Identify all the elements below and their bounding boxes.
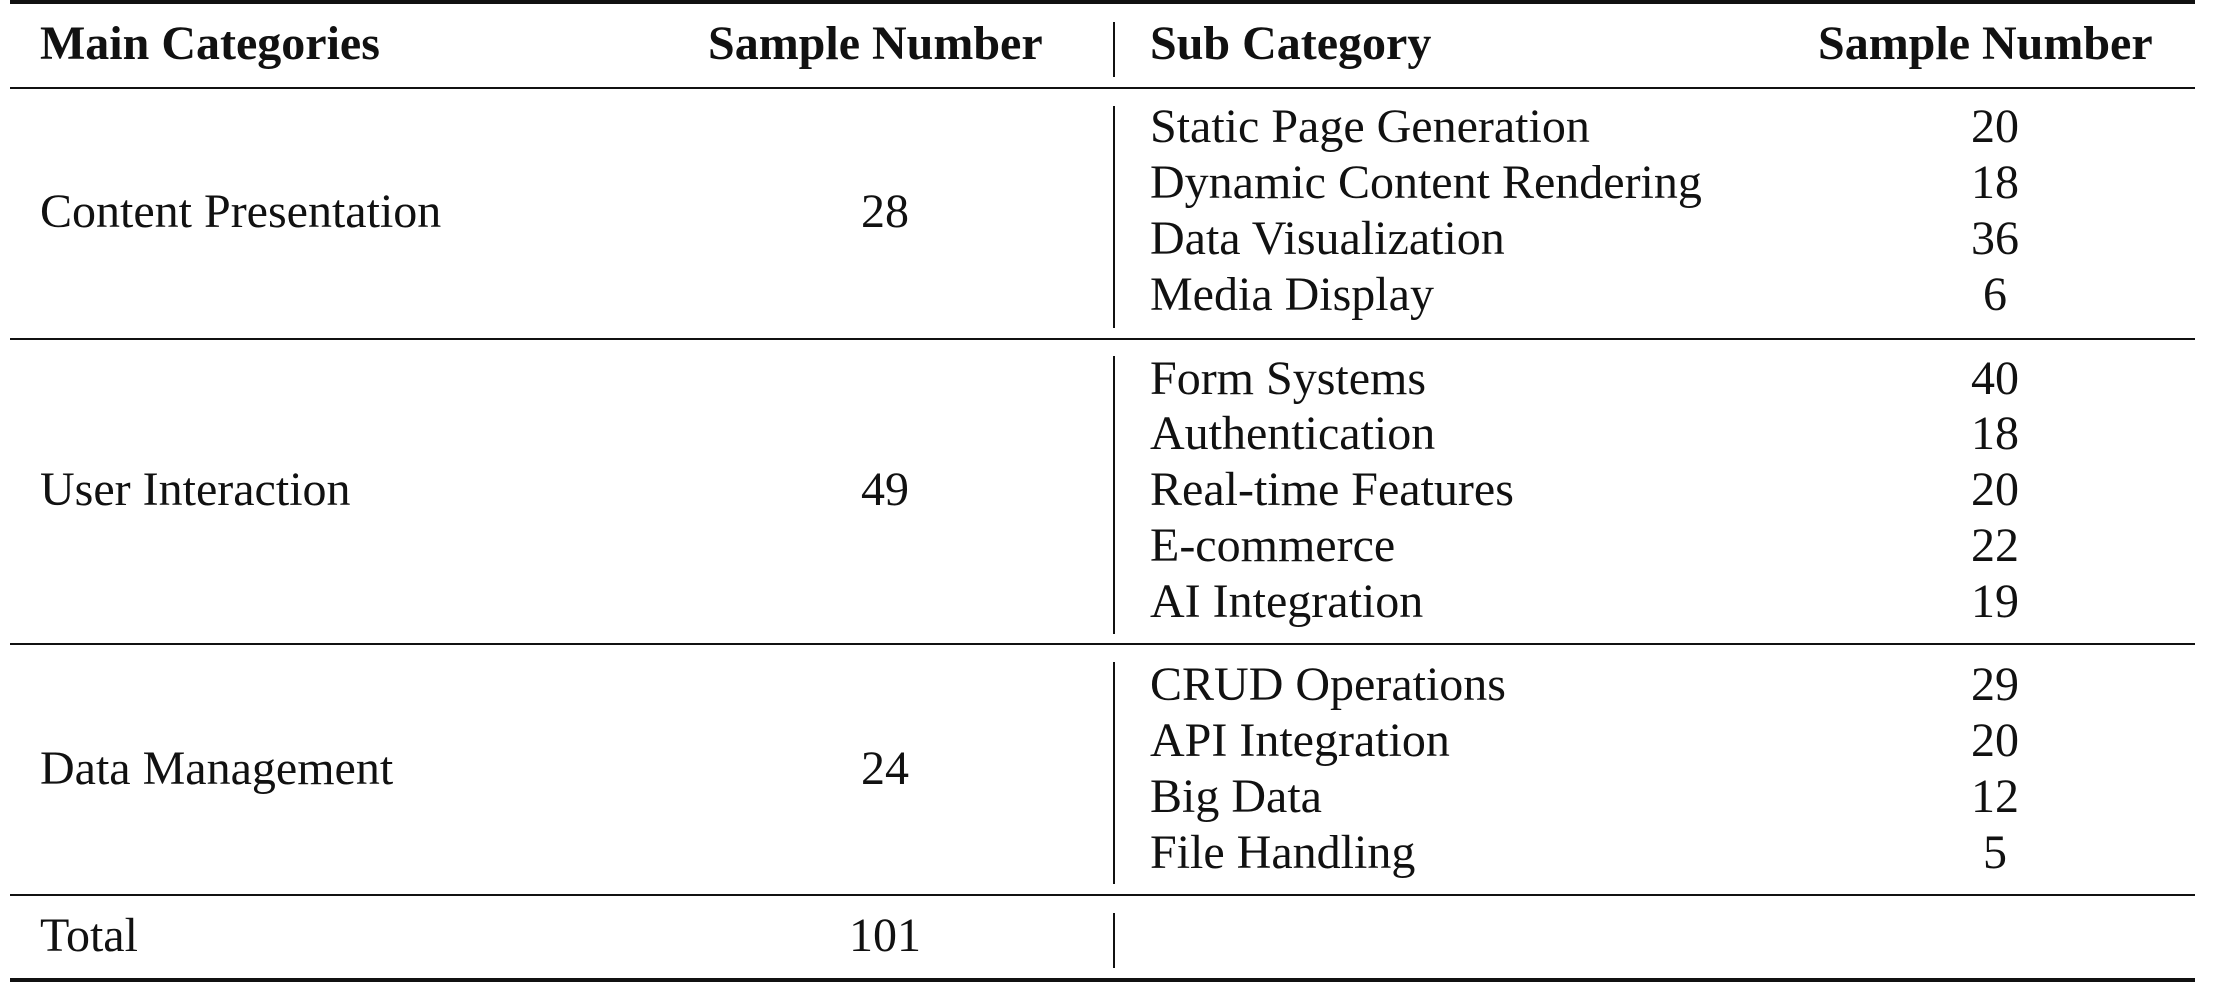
sub-category-count: 6 — [1983, 268, 2007, 321]
sub-category-count: 18 — [1971, 156, 2019, 209]
sub-category-count: 29 — [1971, 658, 2019, 711]
top-rule — [10, 0, 2195, 4]
sub-category-label: Real-time Features — [1150, 463, 1514, 516]
column-separator — [1113, 356, 1115, 634]
header-sub-category: Sub Category — [1150, 17, 1432, 70]
main-category-label: Data Management — [40, 742, 394, 795]
sub-category-label: Static Page Generation — [1150, 100, 1590, 153]
total-count: 101 — [849, 909, 921, 962]
header-sample-number: Sample Number — [708, 17, 1043, 70]
sub-category-count: 12 — [1971, 770, 2019, 823]
sub-category-label: API Integration — [1150, 714, 1450, 767]
main-category-label: User Interaction — [40, 463, 351, 516]
sub-category-count: 18 — [1971, 407, 2019, 460]
sub-category-count: 36 — [1971, 212, 2019, 265]
bottom-rule — [10, 978, 2195, 982]
sub-category-count: 19 — [1971, 575, 2019, 628]
sub-category-label: CRUD Operations — [1150, 658, 1506, 711]
sub-category-count: 5 — [1983, 826, 2007, 879]
sub-category-label: Authentication — [1150, 407, 1436, 460]
sub-category-count: 20 — [1971, 100, 2019, 153]
column-separator — [1113, 106, 1115, 328]
group-rule — [10, 338, 2195, 340]
sub-category-label: File Handling — [1150, 826, 1416, 879]
sub-category-label: Big Data — [1150, 770, 1322, 823]
sub-category-label: Dynamic Content Rendering — [1150, 156, 1702, 209]
sub-category-label: Media Display — [1150, 268, 1434, 321]
main-category-count: 24 — [861, 742, 909, 795]
column-separator — [1113, 913, 1115, 968]
column-separator — [1113, 662, 1115, 884]
main-category-count: 28 — [861, 185, 909, 238]
sub-category-label: Data Visualization — [1150, 212, 1505, 265]
total-label: Total — [40, 909, 138, 962]
main-category-label: Content Presentation — [40, 185, 442, 238]
sub-category-count: 20 — [1971, 463, 2019, 516]
sub-category-count: 40 — [1971, 352, 2019, 405]
sub-category-count: 20 — [1971, 714, 2019, 767]
sub-category-label: E-commerce — [1150, 519, 1396, 572]
group-rule — [10, 643, 2195, 645]
sub-category-label: AI Integration — [1150, 575, 1424, 628]
main-category-count: 49 — [861, 463, 909, 516]
header-rule — [10, 87, 2195, 89]
header-main-categories: Main Categories — [40, 17, 380, 70]
header-sub-sample-number: Sample Number — [1818, 17, 2153, 70]
sub-category-label: Form Systems — [1150, 352, 1427, 405]
column-separator — [1113, 22, 1115, 77]
sub-category-count: 22 — [1971, 519, 2019, 572]
total-rule — [10, 894, 2195, 896]
